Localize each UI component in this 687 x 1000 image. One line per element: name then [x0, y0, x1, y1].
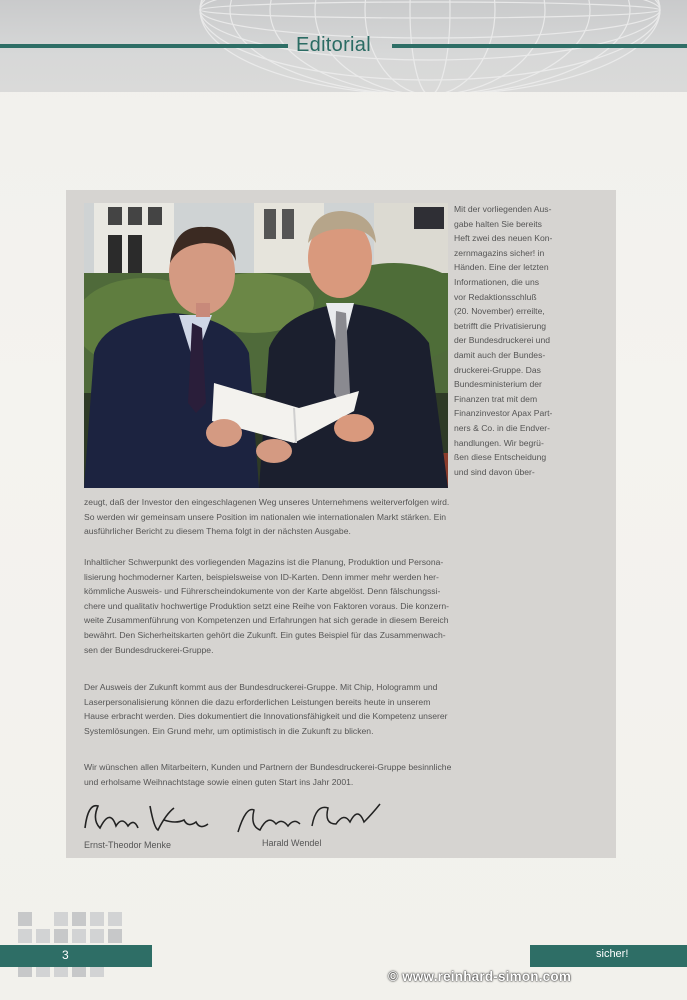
page-header: [0, 0, 687, 92]
decor-square: [72, 912, 86, 926]
decor-square: [108, 912, 122, 926]
paragraph-line: lisierung hochmoderner Karten, beispielsweise von ID-Karten. Denn immer mehr werden her-: [84, 571, 439, 582]
paragraph-2: [84, 555, 604, 657]
decor-square: [90, 929, 104, 943]
decor-square: [18, 929, 32, 943]
paragraph-3: [84, 680, 604, 738]
intro-line: gabe halten Sie bereits: [454, 218, 542, 229]
decor-square: [54, 912, 68, 926]
signature-menke: [80, 798, 215, 838]
decor-square: [54, 929, 68, 943]
intro-line: Informationen, die uns: [454, 276, 540, 287]
intro-line: ßen diese Entscheidung: [454, 452, 547, 463]
footer-bar-left: [0, 945, 152, 967]
editors-photo: [84, 203, 448, 488]
paragraph-line: chere und qualitativ hochwertige Produktion setzt eine Reihe von Faktoren voraus. Die konzern-: [84, 600, 449, 611]
header-rule-left: [0, 44, 288, 48]
intro-line: und sind davon über-: [454, 466, 535, 477]
intro-line: handlungen. Wir begrü-: [454, 437, 544, 448]
intro-line: Händen. Eine der letzten: [454, 262, 549, 273]
paragraph-line: zeugt, daß der Investor den eingeschlagenen Weg unseres Unternehmens weiterverfolgen wird.: [84, 497, 450, 507]
intro-line: vor Redaktionsschluß: [454, 291, 537, 302]
paragraph-line: weite Zusammenführung von Kompetenzen und Erfahrungen hat sich gerade in diesem Bereich: [84, 615, 449, 626]
paragraph-line: und erholsame Weihnachtstage sowie einen guten Start ins Jahr 2001.: [84, 776, 354, 787]
paragraph-line: sen der Bundesdruckerei-Gruppe.: [84, 644, 214, 655]
intro-column: [454, 202, 604, 479]
decor-square: [72, 929, 86, 943]
decor-square: [18, 912, 32, 926]
intro-line: ners & Co. in die Endver-: [454, 422, 551, 433]
header-rule-right: [392, 44, 687, 48]
decor-square: [36, 929, 50, 943]
intro-line: (20. November) erreilte,: [454, 306, 545, 317]
paragraph-line: So werden wir gemeinsam unsere Position im nationalen wie internationalen Markt stärken. Ein: [84, 511, 447, 522]
intro-line: damit auch der Bundes-: [454, 349, 546, 360]
intro-line: der Bundesdruckerei und: [454, 335, 551, 346]
paragraph-line: kömmliche Ausweis- und Führerscheindokumente von der Karte abgelöst. Denn fälschungssi-: [84, 586, 441, 597]
page-number: 3: [62, 948, 69, 962]
intro-line: Bundesministerium der: [454, 379, 542, 390]
intro-line: Finanzen trat mit dem: [454, 393, 538, 404]
intro-line: Heft zwei des neuen Kon-: [454, 233, 553, 244]
signatory-name-1: Ernst-Theodor Menke: [84, 840, 172, 850]
decor-square: [90, 912, 104, 926]
paragraph-1: [84, 495, 604, 539]
signatory-name-2: Harald Wendel: [262, 838, 322, 848]
footer-tagline: sicher!: [596, 948, 629, 960]
intro-line: druckerei-Gruppe. Das: [454, 364, 541, 375]
paragraph-line: bewährt. Den Sicherheitskarten gehört die Zukunft. Ein gutes Beispiel für das Zusammenwach-: [84, 629, 446, 640]
paragraph-line: Systemlösungen. Ein Grund mehr, um optimistisch in die Zukunft zu blicken.: [84, 725, 374, 736]
paragraph-4: [84, 760, 604, 789]
paragraph-line: Inhaltlicher Schwerpunkt des vorliegenden Magazins ist die Planung, Produktion und Persona-: [84, 557, 444, 567]
paragraph-line: Wir wünschen allen Mitarbeitern, Kunden und Partnern der Bundesdruckerei-Gruppe besinnliche: [84, 762, 452, 772]
paragraph-line: Hause erbracht werden. Dies dokumentiert die Innovationsfähigkeit und die Kompetenz unserer: [84, 711, 448, 722]
decor-square: [108, 929, 122, 943]
intro-line: Finanzinvestor Apax Part-: [454, 408, 553, 419]
paragraph-line: Laserpersonalisierung können die dazu erforderlichen Leistungen bereits heute in unserem: [84, 696, 431, 707]
intro-line: zernmagazins sicher! in: [454, 247, 545, 258]
intro-line: betrifft die Privatisierung: [454, 320, 547, 331]
paragraph-line: ausführlicher Bericht zu diesem Thema folgt in der nächsten Ausgabe.: [84, 526, 351, 537]
paragraph-line: Der Ausweis der Zukunft kommt aus der Bundesdruckerei-Gruppe. Mit Chip, Hologramm und: [84, 682, 438, 692]
intro-line: Mit der vorliegenden Aus-: [454, 204, 552, 214]
watermark: © www.reinhard-simon.com: [388, 969, 572, 984]
signature-wendel: [232, 796, 392, 840]
page-title: Editorial: [296, 34, 371, 56]
